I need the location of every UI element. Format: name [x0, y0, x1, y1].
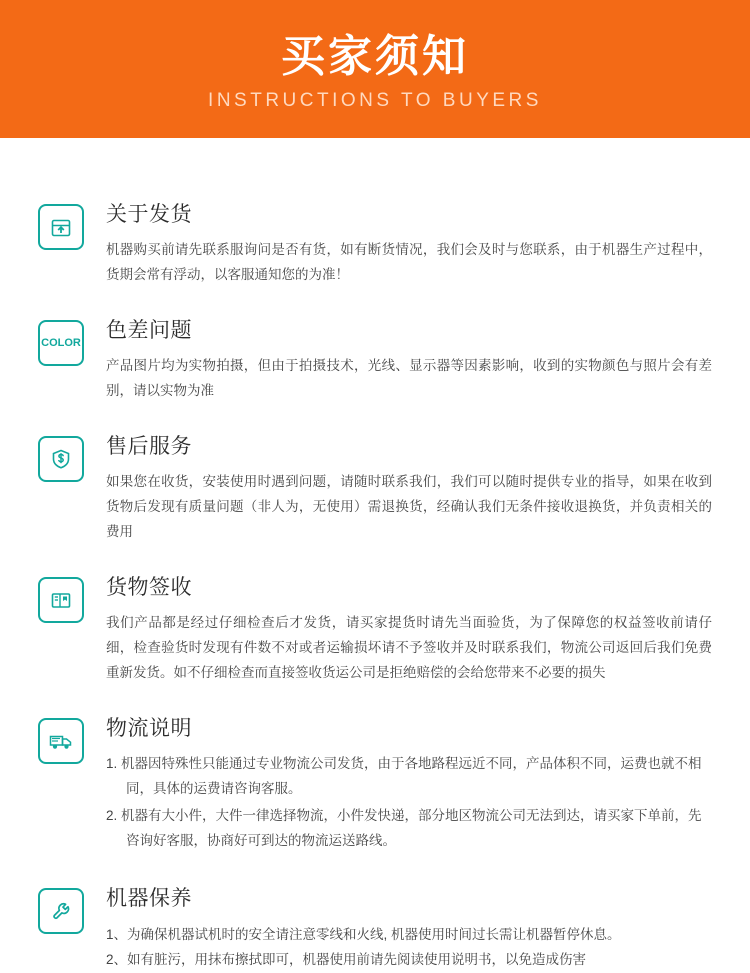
section-title: 货物签收: [106, 575, 192, 599]
section-body: [106, 882, 712, 973]
section-color-difference: [38, 314, 712, 404]
sections-container: [0, 138, 750, 973]
section-title: 关于发货: [106, 203, 192, 226]
color-icon-label: COLOR: [41, 336, 81, 349]
wrench-icon: [38, 888, 84, 934]
section-goods-receipt: [38, 571, 712, 686]
section-body: [106, 571, 712, 686]
section-title: 机器保养: [106, 886, 192, 910]
line-item: 2、如有脏污，用抹布擦拭即可，机器使用前请先阅读使用说明书，以免造成伤害: [106, 952, 587, 968]
section-maintenance: [38, 882, 712, 973]
section-title: 售后服务: [106, 434, 192, 458]
section-body: [106, 314, 712, 404]
section-lines: [106, 922, 712, 973]
list-item: 2. 机器有大小件，大件一律选择物流，小件发快递，部分地区物流公司无法到达，请买家下单前，先咨询好客服，协商好可到达的物流运送路线。: [106, 807, 702, 848]
section-text: 如果您在收货，安装使用时遇到问题，请随时联系我们，我们可以随时提供专业的指导，如果在收到货物后发现有质量问题（非人为，无使用）需退换货，经确认我们无条件接收退换货，并负责相关的费用: [106, 473, 712, 539]
line-item: 1、为确保机器试机时的安全请注意零线和火线, 机器使用时间过长需让机器暂停休息。: [106, 926, 621, 942]
section-text: 机器购买前请先联系服询问是否有货，如有断货情况，我们会及时与您联系，由于机器生产过程中，货期会常有浮动，以客服通知您的为准！: [106, 242, 712, 282]
section-logistics: [38, 712, 712, 856]
section-body: [106, 712, 712, 856]
dollar-shield-icon: [38, 436, 84, 482]
list-item: 1. 机器因特殊性只能通过专业物流公司发货，由于各地路程远近不同，产品体积不同，运费也就不相同，具体的运费请咨询客服。: [106, 755, 702, 796]
section-body: [106, 198, 712, 288]
section-after-sales: [38, 430, 712, 545]
section-text: 我们产品都是经过仔细检查后才发货，请买家提货时请先当面验货，为了保障您的权益签收前请仔细，检查验货时发现有件数不对或者运输损坏请不予签收并及时联系我们，物流公司返回后我们免费重新发货。如不仔细检查而直接签收货运公司是拒绝赔偿的会给您带来不必要的损失: [106, 614, 712, 680]
page-subtitle: INSTRUCTIONS TO BUYERS: [208, 90, 542, 112]
section-body: [106, 430, 712, 545]
page-banner: [0, 0, 750, 138]
color-swatch-icon: [38, 320, 84, 366]
package-check-icon: [38, 577, 84, 623]
delivery-truck-icon: [38, 718, 84, 764]
section-shipping: [38, 198, 712, 288]
section-list: [106, 752, 712, 854]
page-title: 买家须知: [281, 31, 469, 81]
box-arrow-up-icon: [38, 204, 84, 250]
section-title: 色差问题: [106, 318, 192, 342]
section-text: 产品图片均为实物拍摄，但由于拍摄技术，光线、显示器等因素影响，收到的实物颜色与照片会有差别，请以实物为准: [106, 357, 712, 398]
section-title: 物流说明: [106, 716, 192, 740]
